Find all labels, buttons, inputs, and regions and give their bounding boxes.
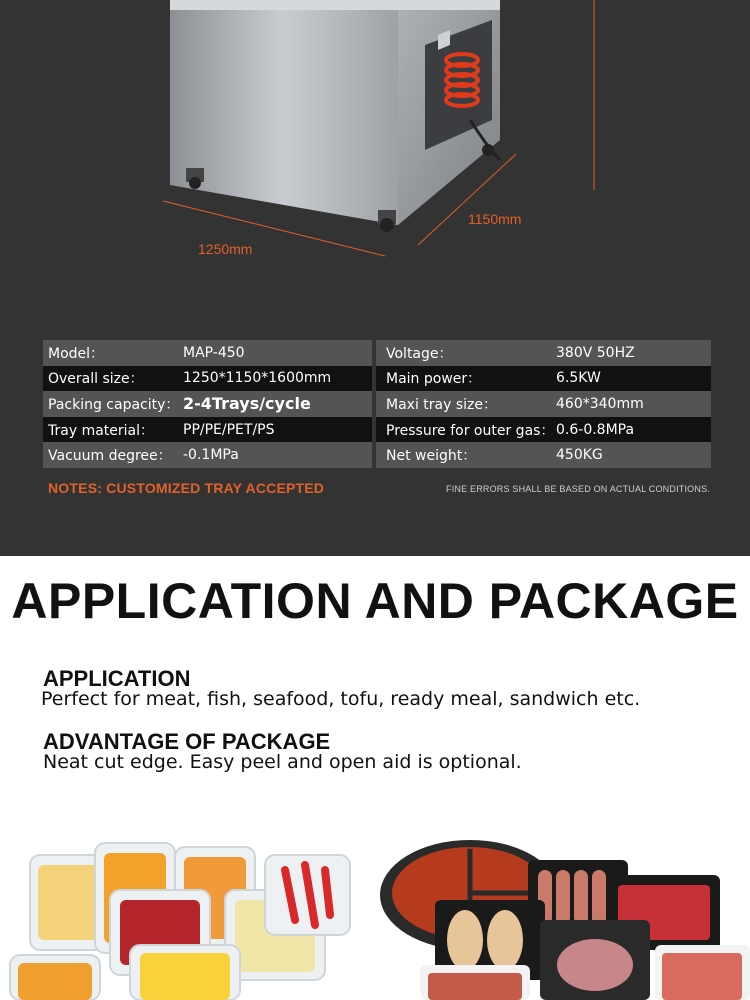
spec-value: 1250*1150*1600mm xyxy=(183,370,332,387)
advantage-heading: ADVANTAGE OF PACKAGE xyxy=(43,729,331,754)
spec-key: Model： xyxy=(48,345,105,362)
depth-dimension-label: 1150mm xyxy=(468,211,522,227)
spec-key: Pressure for outer gas： xyxy=(386,422,555,439)
spec-key: Vacuum degree： xyxy=(48,448,172,465)
spec-row xyxy=(376,417,711,443)
fine-print: FINE ERRORS SHALL BE BASED ON ACTUAL CONDITIONS. xyxy=(446,484,710,494)
spec-table-right xyxy=(376,340,711,468)
spec-value: MAP-450 xyxy=(183,344,245,361)
spec-row xyxy=(376,442,711,468)
spec-value: 0.6-0.8MPa xyxy=(556,421,635,438)
spec-key: Net weight： xyxy=(386,448,477,465)
spec-row xyxy=(43,340,372,366)
spec-key: Overall size： xyxy=(48,371,144,388)
spec-key: Packing capacity： xyxy=(48,396,180,413)
spec-value: -0.1MPa xyxy=(183,447,239,464)
spec-row xyxy=(376,391,711,417)
spec-value: 380V 50HZ xyxy=(556,344,635,361)
spec-table-left xyxy=(43,340,372,468)
spec-row xyxy=(43,391,372,417)
application-heading: APPLICATION xyxy=(43,666,191,691)
customization-note: NOTES: CUSTOMIZED TRAY ACCEPTED xyxy=(48,480,325,496)
spec-value: 6.5KW xyxy=(556,370,601,387)
spec-row xyxy=(376,340,711,366)
section-title: APPLICATION AND PACKAGE xyxy=(11,573,739,629)
fruit-trays-photo xyxy=(10,843,350,1000)
spec-row xyxy=(43,417,372,443)
spec-value: 460*340mm xyxy=(556,395,644,412)
spec-row xyxy=(43,366,372,392)
application-text: Perfect for meat, fish, seafood, tofu, ready meal, sandwich etc. xyxy=(41,688,641,710)
packaged-food-photos xyxy=(0,825,750,1000)
meat-trays-photo xyxy=(380,840,750,1000)
spec-row xyxy=(43,442,372,468)
spec-value: PP/PE/PET/PS xyxy=(183,421,275,438)
spec-value: 2-4Trays/cycle xyxy=(183,394,311,414)
width-dimension-label: 1250mm xyxy=(198,241,253,257)
spec-key: Tray material： xyxy=(48,422,154,439)
spec-key: Maxi tray size： xyxy=(386,396,497,413)
spec-value: 450KG xyxy=(556,447,603,464)
spec-key: Main power： xyxy=(386,371,482,388)
spec-row xyxy=(376,366,711,392)
spec-key: Voltage： xyxy=(386,345,453,362)
advantage-text: Neat cut edge. Easy peel and open aid is optional. xyxy=(43,751,522,773)
machine-illustration xyxy=(0,0,750,300)
